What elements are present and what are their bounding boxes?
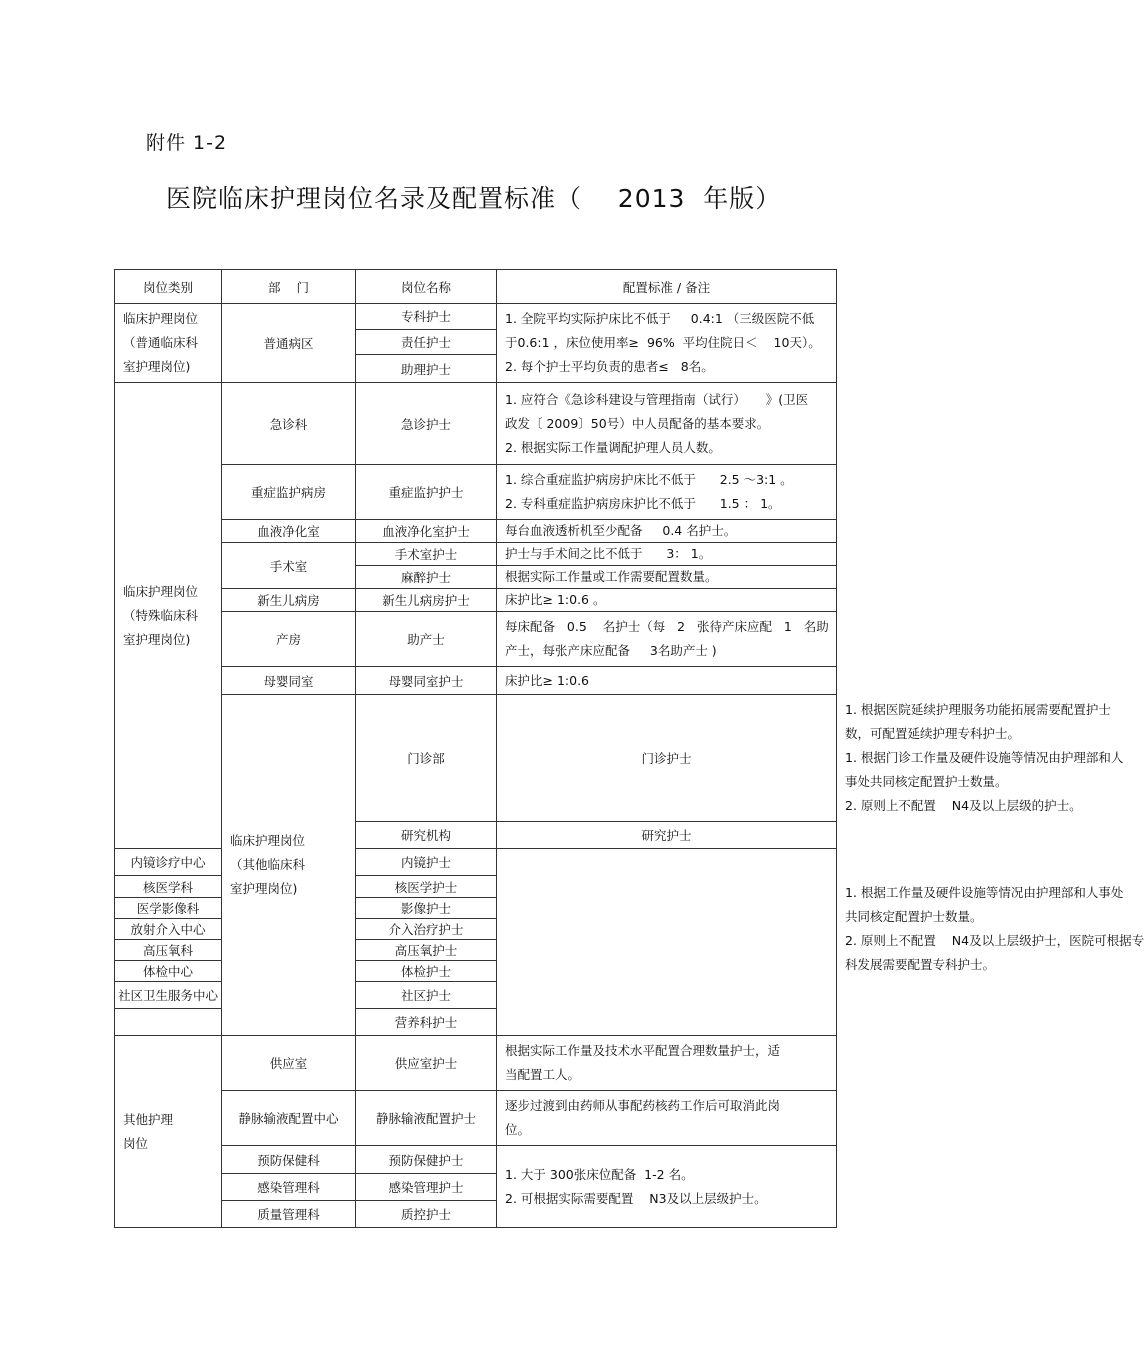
- dept-gaoya: 高压氧科: [115, 940, 222, 961]
- note-line: 根据实际工作量及技术水平配置合理数量护士，适: [505, 1043, 781, 1058]
- nursing-post-table: [114, 269, 1144, 1228]
- table-row: [115, 520, 837, 543]
- note-jingmai: [497, 1091, 837, 1146]
- category-line: 临床护理岗位: [123, 583, 199, 599]
- dept-neijing: 内镜诊疗中心: [115, 849, 222, 876]
- header-standard: 配置标准 / 备注: [497, 270, 837, 304]
- category-line: （普通临床科: [123, 335, 199, 350]
- dept-zhiliang: 质量管理科: [222, 1201, 356, 1228]
- post-tijian: 体检护士: [356, 961, 497, 982]
- note-line: 1. 综合重症监护病房护床比不低于 2.5 ～3:1 。: [505, 472, 793, 487]
- note-line: 政发〔 2009〕50号）中人员配备的基本要求。: [505, 415, 770, 431]
- note-line: 1. 大于 300张床位配备 1-2 名。: [505, 1166, 694, 1182]
- table-row: [115, 1036, 837, 1091]
- post-muying: 母婴同室护士: [356, 667, 497, 695]
- category-other: [115, 1036, 222, 1228]
- category-special: [115, 383, 222, 849]
- table-row: 临床护理岗位 （其他临床科 室护理岗位) 门诊部 门诊护士 1. 根据医院延续护理服务功能拓展需要配置护士 数，可配置延续护理专科护士。 1. 根据门诊工作量及硬件设施等情况由护理部和人 事处共同核定配置护士数量。 2. 原则上不配置 N4及以上层级的护士。: [115, 695, 837, 822]
- note-line: 床护比≥ 1:0.6: [505, 672, 589, 688]
- note-line: 2. 专科重症监护病房床护比不低于 1.5 ： 1。: [505, 496, 781, 511]
- note-line: 根据实际工作量或工作需要配置数量。: [505, 569, 718, 584]
- note-shoushu: [497, 543, 837, 566]
- post-zhongzheng: 重症监护护士: [356, 465, 497, 520]
- note-line: 逐步过渡到由药师从事配药核药工作后可取消此岗: [505, 1098, 781, 1113]
- dept-chanfang: 产房: [222, 612, 356, 667]
- category-line: 岗位: [123, 1135, 149, 1151]
- note-line: 每台血液透析机至少配备 0.4 名护士。: [505, 523, 737, 538]
- dept-yufang: 预防保健科: [222, 1146, 356, 1174]
- category-line: 临床护理岗位: [230, 833, 306, 848]
- note-line: 当配置工人。: [505, 1067, 581, 1082]
- post-yingxiang: 影像护士: [356, 898, 497, 919]
- post-zeren: 责任护士: [356, 329, 497, 355]
- table-row: [115, 543, 837, 566]
- note-line: 每床配备 0.5 名护士（每 2 张待产床应配 1 名助: [505, 619, 829, 634]
- note-line: 床护比≥ 1:0.6 。: [505, 592, 606, 607]
- note-jizhen: [497, 383, 837, 465]
- dept-shoushu: 手术室: [222, 543, 356, 589]
- category-line: 其他护理: [123, 1111, 174, 1127]
- note-xinsheng: [497, 589, 837, 612]
- note-line: 产士，每张产床应配备 3名助产士 ): [505, 643, 717, 658]
- post-jizhen: 急诊护士: [356, 383, 497, 465]
- post-xueye: 血液净化室护士: [356, 520, 497, 543]
- post-menzhen: 门诊护士: [497, 695, 837, 822]
- note-line: 2. 可根据实际需要配置 N3及以上层级护士。: [505, 1190, 767, 1206]
- note-line: 于0.6:1 ，床位使用率≥ 96% 平均住院日＜ 10天）。: [505, 335, 821, 350]
- table-row: [115, 465, 837, 520]
- dept-xueye: 血液净化室: [222, 520, 356, 543]
- post-heyixue: 核医学护士: [356, 876, 497, 898]
- category-general: [115, 304, 222, 383]
- dept-tijian: 体检中心: [115, 961, 222, 982]
- dept-empty: [115, 1009, 222, 1036]
- post-chanfang: 助产士: [356, 612, 497, 667]
- note-line: 2. 根据实际工作量调配护理人员人数。: [505, 439, 721, 455]
- header-department: 部 门: [222, 270, 356, 304]
- table-header-row: [115, 270, 837, 304]
- note-line: 1. 应符合《急诊科建设与管理指南（试行） 》(卫医: [505, 391, 809, 407]
- table-row: 研究机构 研究护士 1. 根据工作量及硬件设施等情况由护理部和人事处 共同核定配置护士数量。 2. 原则上不配置 N4及以上层级护士，医院可根据专 科发展需要配置专科护士。: [115, 822, 837, 849]
- category-line: （特殊临床科: [123, 607, 199, 623]
- table-row: [115, 1091, 837, 1146]
- note-line: 2. 每个护士平均负责的患者≤ 8名。: [505, 359, 714, 374]
- dept-heyixue: 核医学科: [115, 876, 222, 898]
- note-putong: [497, 304, 837, 383]
- post-fangshe: 介入治疗护士: [356, 919, 497, 940]
- dept-yingxiang: 医学影像科: [115, 898, 222, 919]
- dept-ganran: 感染管理科: [222, 1174, 356, 1201]
- dept-jingmai: 静脉输液配置中心: [222, 1091, 356, 1146]
- header-category: 岗位类别: [115, 270, 222, 304]
- dept-yanjiu: 研究机构: [356, 822, 497, 849]
- dept-muying: 母婴同室: [222, 667, 356, 695]
- note-line: 1. 全院平均实际护床比不低于 0.4:1 （三级医院不低: [505, 311, 815, 326]
- post-shequ: 社区护士: [356, 982, 497, 1009]
- dept-putong: 普通病区: [222, 304, 356, 383]
- table-row: [115, 589, 837, 612]
- note-muying: [497, 667, 837, 695]
- dept-zhongzheng: 重症监护病房: [222, 465, 356, 520]
- dept-shequ: 社区卫生服务中心: [115, 982, 222, 1009]
- dept-jizhen: 急诊科: [222, 383, 356, 465]
- category-other-clinical: [222, 695, 356, 1036]
- post-jingmai: 静脉输液配置护士: [356, 1091, 497, 1146]
- post-xinsheng: 新生儿病房护士: [356, 589, 497, 612]
- note-xueye: [497, 520, 837, 543]
- post-shoushu: 手术室护士: [356, 543, 497, 566]
- post-zhiliang: 质控护士: [356, 1201, 497, 1228]
- post-gaoya: 高压氧护士: [356, 940, 497, 961]
- table-row: [115, 1146, 837, 1174]
- category-line: 室护理岗位): [230, 881, 298, 896]
- dept-fangshe: 放射介入中心: [115, 919, 222, 940]
- post-yufang: 预防保健护士: [356, 1146, 497, 1174]
- category-line: （其他临床科: [230, 857, 306, 872]
- table-row: [115, 383, 837, 465]
- post-mazui: 麻醉护士: [356, 566, 497, 589]
- note-chanfang: [497, 612, 837, 667]
- note-line: 位。: [505, 1122, 531, 1137]
- dept-xinsheng: 新生儿病房: [222, 589, 356, 612]
- table-row: [115, 612, 837, 667]
- post-gongying: 供应室护士: [356, 1036, 497, 1091]
- dept-gongying: 供应室: [222, 1036, 356, 1091]
- note-mazui: [497, 566, 837, 589]
- category-line: 临床护理岗位: [123, 311, 199, 326]
- post-yanjiu: 研究护士: [497, 822, 837, 849]
- header-post: 岗位名称: [356, 270, 497, 304]
- post-neijing: 内镜护士: [356, 849, 497, 876]
- table-row: [115, 667, 837, 695]
- note-gongying: [497, 1036, 837, 1091]
- category-line: 室护理岗位): [123, 631, 191, 647]
- note-zhongzheng: [497, 465, 837, 520]
- note-yufang: [497, 1146, 837, 1228]
- document-title: 医院临床护理岗位名录及配置标准（ 2013 年版）: [166, 184, 782, 213]
- note-line: 护士与手术间之比不低于 3： 1。: [505, 546, 712, 561]
- post-zhuli: 助理护士: [356, 355, 497, 383]
- post-zhuanke: 专科护士: [356, 304, 497, 330]
- dept-menzhen: 门诊部: [356, 695, 497, 822]
- category-line: 室护理岗位): [123, 359, 191, 374]
- post-yingyang: 营养科护士: [356, 1009, 497, 1036]
- table-row: [115, 304, 837, 330]
- post-ganran: 感染管理护士: [356, 1174, 497, 1201]
- attachment-label: 附件 1-2: [146, 132, 228, 154]
